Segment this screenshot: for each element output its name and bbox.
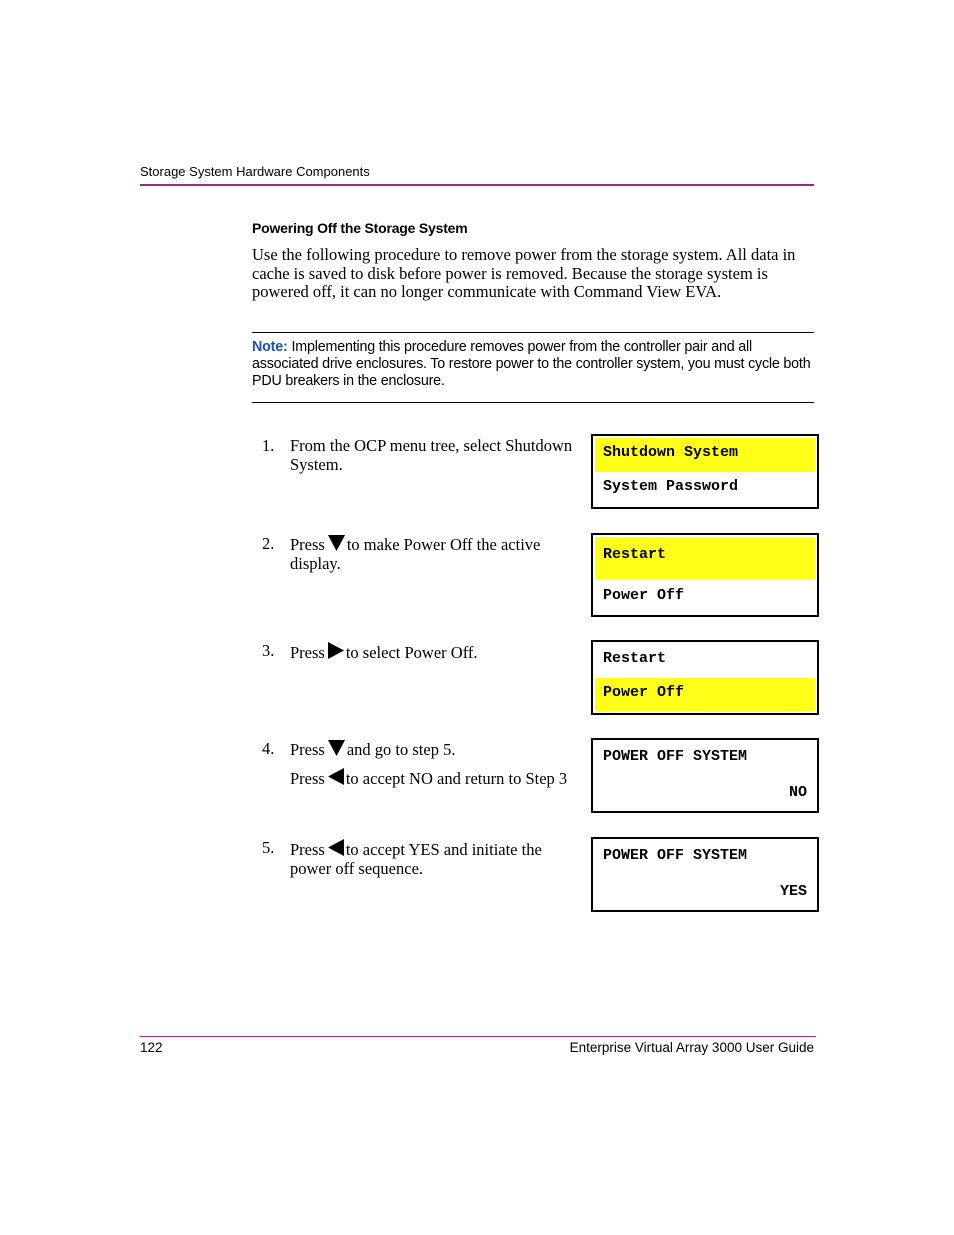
step-number: 3.	[262, 641, 275, 660]
step-instruction-text: to make Power Off the active display.	[290, 535, 541, 573]
step-number: 5.	[262, 838, 275, 857]
note-text: Implementing this procedure removes power from the controller pair and all associated drive enclosures. To restore power to the controller system, you must cycle both PDU breakers in the enclosure.	[252, 339, 811, 389]
display-line-2: YES	[779, 883, 807, 900]
display-line-1: Restart	[595, 537, 815, 579]
step-number: 1.	[262, 436, 275, 455]
step-instruction-text: to accept YES and initiate the power off sequence.	[290, 840, 542, 878]
step-text	[290, 535, 587, 573]
left-arrow-icon	[328, 839, 344, 856]
running-header: Storage System Hardware Components	[140, 164, 370, 179]
section-title: Powering Off the Storage System	[252, 220, 468, 236]
display-line-2: Power Off	[603, 587, 685, 604]
ocp-display-2	[591, 533, 819, 617]
display-line-1: Restart	[603, 650, 667, 667]
step-press-text: Press	[290, 643, 325, 662]
ocp-display-1	[591, 434, 819, 509]
note-box	[252, 339, 814, 390]
step-text	[290, 642, 587, 663]
display-line-1: Shutdown System	[595, 438, 815, 472]
intro-paragraph: Use the following procedure to remove power from the storage system. All data in cache is saved to disk before power is removed. Because the storage system is powered off, it can no longer communicate with Command View EVA.	[252, 245, 796, 301]
step-number: 2.	[262, 534, 275, 553]
note-label: Note:	[252, 339, 288, 355]
note-top-rule	[252, 332, 814, 333]
header-rule	[140, 184, 814, 186]
down-arrow-icon	[328, 535, 345, 551]
step-press-text: Press	[290, 740, 325, 759]
display-line-2: NO	[788, 784, 807, 801]
step-press-text: Press	[290, 535, 325, 554]
display-line-2: Power Off	[595, 678, 815, 711]
ocp-display-4	[591, 738, 819, 813]
ocp-display-5	[591, 837, 819, 912]
note-bottom-rule	[252, 402, 814, 403]
step-text: From the OCP menu tree, select Shutdown System.	[290, 436, 573, 474]
ocp-display-3	[591, 640, 819, 715]
down-arrow-icon	[328, 740, 345, 756]
right-arrow-icon	[328, 642, 344, 659]
document-title: Enterprise Virtual Array 3000 User Guide	[569, 1040, 814, 1055]
step-number: 4.	[262, 739, 275, 758]
step-press-text: Press	[290, 840, 325, 859]
step-press-text: Press	[290, 768, 325, 788]
display-line-2: System Password	[603, 478, 739, 495]
display-line-1: POWER OFF SYSTEM	[603, 847, 748, 864]
footer-rule	[140, 1036, 816, 1037]
step-instruction-text: to select Power Off.	[345, 643, 478, 662]
step-text	[290, 839, 587, 878]
page-number: 122	[140, 1040, 163, 1055]
left-arrow-icon	[328, 768, 344, 785]
display-line-1: POWER OFF SYSTEM	[603, 748, 748, 765]
step-instruction-text: to accept NO and return to Step 3	[345, 768, 568, 788]
step-text	[290, 740, 587, 788]
step-instruction-text: and go to step 5.	[346, 740, 456, 759]
